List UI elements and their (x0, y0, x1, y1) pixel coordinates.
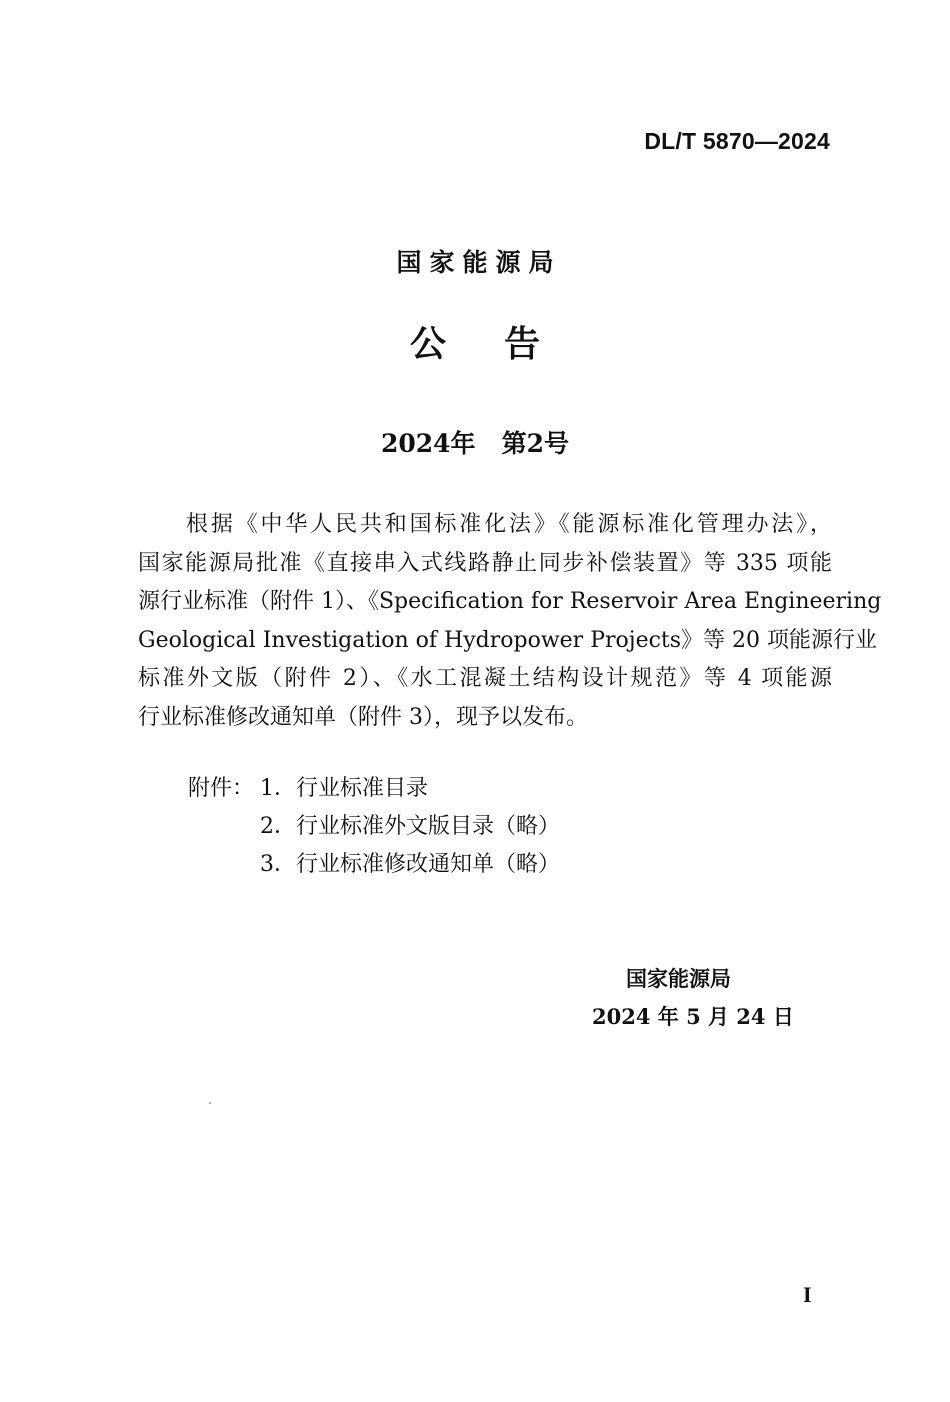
attachment-item (188, 846, 560, 884)
page-number: I (803, 1282, 812, 1307)
announcement-body (138, 506, 882, 737)
body-line: Geological Investigation of Hydropower Projects》等 20 项能源行业 (138, 627, 878, 653)
signing-organization: 国家能源局 (626, 967, 731, 991)
attachment-item (188, 808, 560, 846)
body-line: 标准外文版（附件 2）、《水工混凝土结构设计规范》等 4 项能源 (138, 666, 832, 691)
attachment-item (188, 770, 560, 808)
body-line: 行业标准修改通知单（附件 3），现予以发布。 (138, 704, 588, 730)
signing-date: 2024 年 5 月 24 日 (592, 1004, 794, 1029)
document-kind-title: 公告 (409, 324, 598, 365)
attachment-item-text: 3．行业标准修改通知单（略） (260, 852, 560, 877)
attachment-list (188, 770, 560, 884)
standard-number: DL/T 5870—2024 (644, 128, 830, 154)
attachment-item-text: 2．行业标准外文版目录（略） (260, 814, 560, 839)
attachment-label: 附件： (188, 776, 255, 801)
issue-sequence: 第2号 (501, 429, 570, 458)
body-line: 国家能源局批准《直接串入式线路静止同步补偿装置》等 335 项能 (138, 550, 832, 576)
issue-year: 2024年 (380, 429, 476, 458)
signature-block (592, 960, 794, 1036)
body-line: 源行业标准（附件 1）、《Specification for Reservoir Area Engineering (138, 589, 882, 614)
issue-number (0, 424, 950, 460)
scan-speck (209, 1102, 211, 1104)
issuer-title: 国家能源局 (396, 248, 562, 277)
attachment-item-text: 1．行业标准目录 (260, 776, 428, 801)
body-line: 根据《中华人民共和国标准化法》《能源标准化管理办法》， (186, 512, 832, 537)
